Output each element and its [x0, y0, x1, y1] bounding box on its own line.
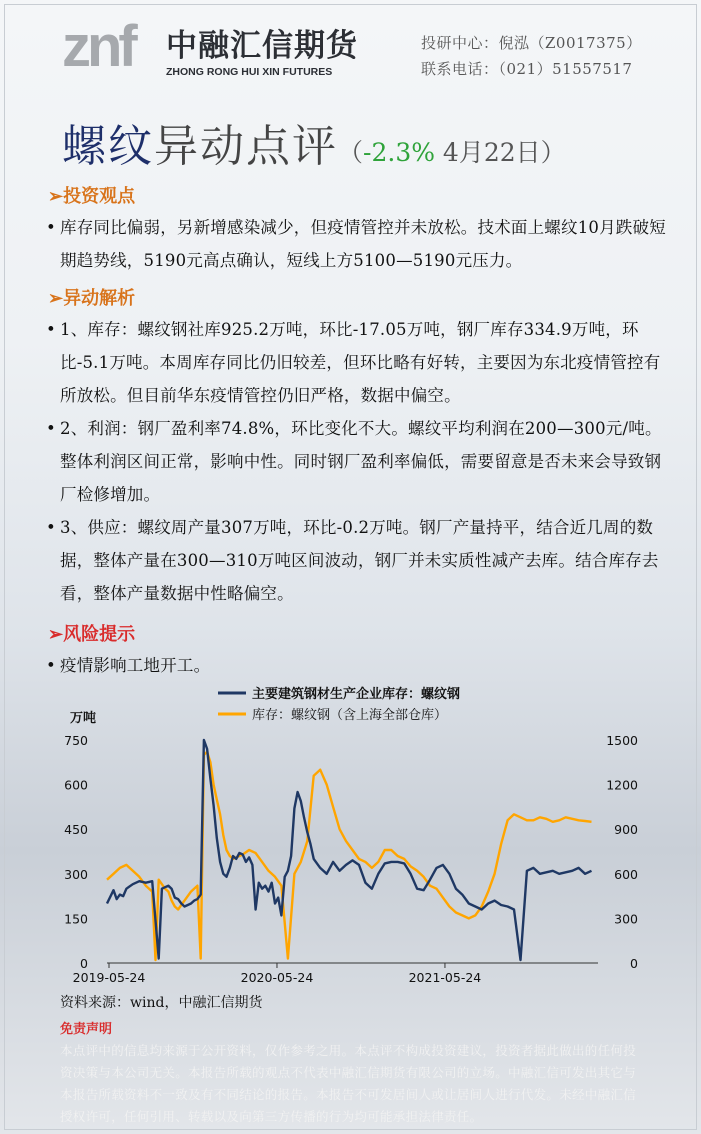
title-date: 4月22日）	[434, 138, 566, 167]
y-axis-left	[64, 733, 88, 971]
x-tick-label: 2021-05-24	[408, 970, 482, 985]
y-tick-left: 0	[80, 956, 88, 971]
y-tick-left: 750	[64, 733, 88, 748]
section-risk-title: 风险提示	[63, 624, 136, 645]
section-marker-icon: ➢	[48, 186, 64, 207]
paragraph-risk-text: 疫情影响工地开工。	[60, 656, 211, 675]
y-tick-right: 600	[614, 866, 638, 882]
x-tick-label: 2020-05-24	[240, 970, 314, 985]
y-tick-right: 1200	[606, 777, 638, 793]
bullet-icon: •	[46, 320, 56, 339]
series-line-mill-inventory	[107, 740, 592, 960]
company-name-en: ZHONG RONG HUI XIN FUTURES	[166, 66, 333, 78]
legend-label-mill-inventory: 主要建筑钢材生产企业库存：螺纹钢	[252, 687, 461, 702]
title-type: 异动点评	[154, 121, 338, 172]
y-axis-right	[606, 733, 638, 971]
title-open-paren: （	[338, 138, 364, 167]
bullet-icon: •	[46, 656, 56, 675]
section-view-title: 投资观点	[63, 186, 136, 207]
section-marker-icon: ➢	[48, 624, 64, 645]
bullet-icon: •	[46, 218, 56, 237]
data-source: 资料来源：wind，中融汇信期货	[60, 995, 263, 1011]
y-tick-left: 150	[64, 911, 88, 927]
paragraph-profit-text: 2、利润：钢厂盈利率74.8%，环比变化不大。螺纹平均利润在200—300元/吨。整体利润区间正常，影响中性。同时钢厂盈利率偏低，需要留意是否未来会导致钢厂检修增加。	[60, 419, 662, 504]
y-tick-left: 600	[64, 777, 88, 793]
paragraph-view-text: 库存同比偏弱，另新增感染减少，但疫情管控并未放松。技术面上螺纹10月跌破短期趋势线，5190元高点确认，短线上方5100—5190元压力。	[60, 218, 666, 270]
legend-label-social-inventory: 库存：螺纹钢（含上海全部仓库）	[252, 708, 448, 723]
chart-legend	[218, 686, 460, 723]
y-tick-right: 1500	[606, 733, 638, 748]
section-analysis-title: 异动解析	[63, 288, 136, 309]
disclaimer-heading: 免责声明	[60, 1022, 113, 1037]
bullet-icon: •	[46, 518, 56, 537]
x-axis	[73, 963, 482, 985]
y-tick-left: 300	[64, 866, 88, 882]
company-name-cn: 中融汇信期货	[166, 28, 358, 64]
contact-phone: 联系电话：（021）51557517	[421, 60, 633, 78]
title-product: 螺纹	[62, 121, 154, 172]
y-tick-right: 900	[614, 822, 638, 838]
title-change-pct: -2.3%	[363, 138, 435, 167]
paragraph-supply-text: 3、供应：螺纹周产量307万吨，环比-0.2万吨。钢厂产量持平，结合近几周的数据，整体产量在300—310万吨区间波动，钢厂并未实质性减产去库。结合库存去看，整体产量数据中性略偏空。	[60, 518, 659, 603]
y-tick-right: 0	[630, 956, 638, 971]
logo-mark: znf	[62, 14, 134, 79]
disclaimer-text: 本点评中的信息均来源于公开资料，仅作参考之用。本点评不构成投资建议，投资者据此做出的任何投资决策与本公司无关。本报告所载的观点不代表中融汇信期货有限公司的立场。中融汇信可发出其它与本报告所载资料不一致及有不同结论的报告。本报告不可发居间人或让居间人进行代发。未经中融汇信授权许可，任何引用、转载以及向第三方传播的行为均可能承担法律责任。	[60, 1043, 637, 1124]
y-tick-left: 450	[64, 822, 88, 838]
paragraph-inventory-text: 1、库存：螺纹钢社库925.2万吨，环比-17.05万吨，钢厂库存334.9万吨，环比-5.1万吨。本周库存同比仍旧较差，但环比略有好转，主要因为东北疫情管控有所放松。但目前华东疫情管控仍旧严格，数据中偏空。	[60, 320, 661, 405]
contact-center: 投研中心：倪泓（Z0017375）	[421, 34, 642, 52]
bullet-icon: •	[46, 419, 56, 438]
series-line-social-inventory	[107, 752, 592, 960]
chart-series	[107, 740, 592, 960]
y-tick-right: 300	[614, 911, 638, 927]
y-axis-unit-label: 万吨	[70, 711, 97, 726]
x-tick-label: 2019-05-24	[72, 970, 146, 985]
section-marker-icon: ➢	[48, 288, 64, 309]
